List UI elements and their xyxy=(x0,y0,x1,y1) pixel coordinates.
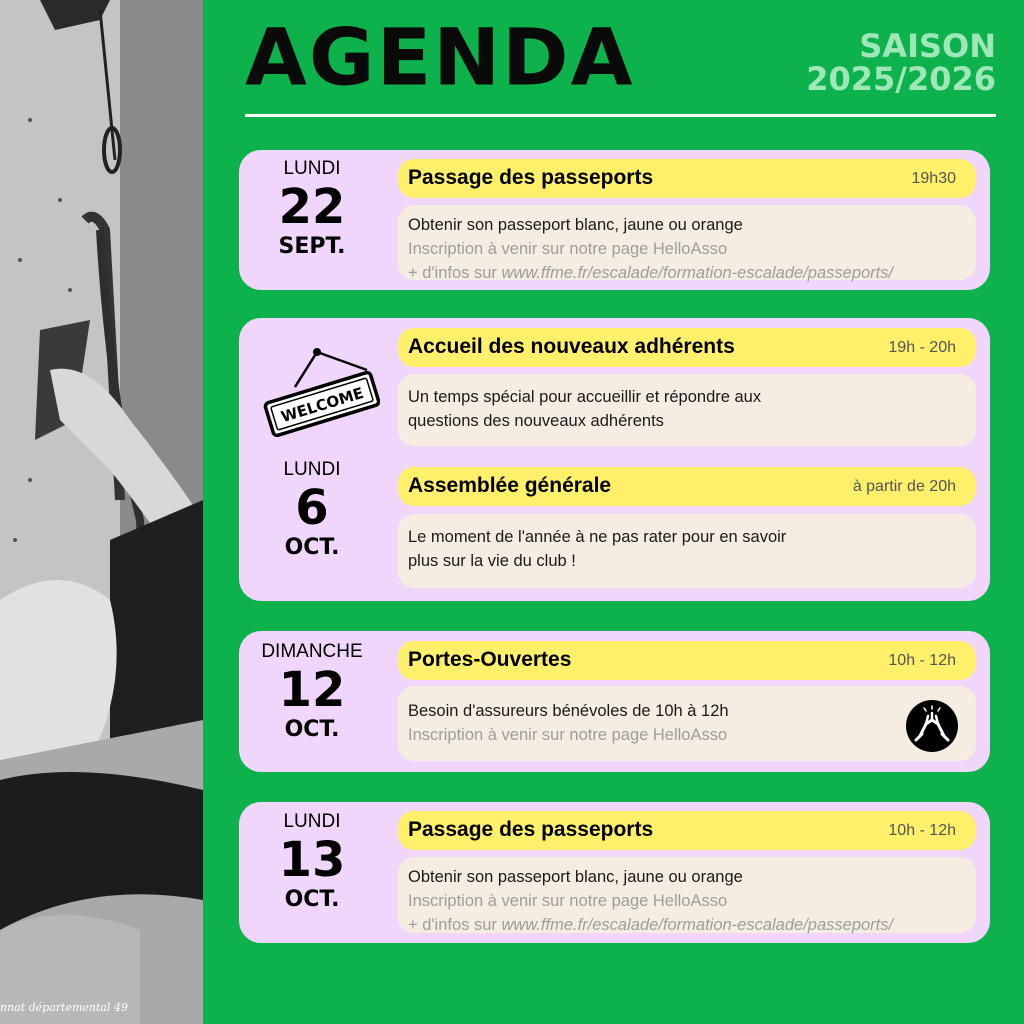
event-weekday: LUNDI xyxy=(283,158,341,179)
event-title: Passage des passeports xyxy=(408,818,654,841)
event-title: Portes-Ouvertes xyxy=(408,648,572,671)
welcome-sign-text: WELCOME xyxy=(278,383,366,427)
event-date xyxy=(239,459,385,560)
event-card-2 xyxy=(239,318,990,601)
photo-caption: nnat départemental 49 xyxy=(0,1001,128,1014)
event-description xyxy=(398,857,976,933)
event-weekday: LUNDI xyxy=(283,811,341,832)
event-description xyxy=(398,374,976,446)
event-weekday: DIMANCHE xyxy=(261,641,363,662)
more-info-link[interactable]: www.ffme.fr/escalade/formation-escalade/passeports/ xyxy=(501,264,894,282)
event-title: Passage des passeports xyxy=(408,166,654,189)
more-info-link[interactable]: www.ffme.fr/escalade/formation-escalade/passeports/ xyxy=(501,916,894,934)
event-time: 10h - 12h xyxy=(888,822,956,839)
event-line: plus sur la vie du club ! xyxy=(408,552,576,570)
event-more-info xyxy=(408,913,916,937)
event-day: 13 xyxy=(278,832,346,888)
welcome-sign-icon xyxy=(255,332,380,437)
event-line-muted: Inscription à venir sur notre page HelloAsso xyxy=(408,240,728,258)
event-title: Accueil des nouveaux adhérents xyxy=(408,335,735,358)
event-month: OCT. xyxy=(284,717,340,742)
event-day: 12 xyxy=(278,662,346,718)
season-label xyxy=(806,27,996,98)
event-day: 22 xyxy=(278,179,346,235)
season-label-line2: 2025/2026 xyxy=(806,60,996,98)
event-date xyxy=(239,811,385,912)
event-line: Besoin d'assureurs bénévoles de 10h à 12h xyxy=(408,702,729,720)
event-description xyxy=(398,205,976,280)
event-month: OCT. xyxy=(284,887,340,912)
event-time: à partir de 20h xyxy=(852,478,956,495)
event-description xyxy=(398,514,976,588)
event-header xyxy=(398,328,976,367)
event-day: 6 xyxy=(295,480,329,536)
event-date xyxy=(239,158,385,259)
event-header xyxy=(398,641,976,680)
event-line-muted: Inscription à venir sur notre page HelloAsso xyxy=(408,726,728,744)
more-info-prefix: + d'infos sur xyxy=(408,916,502,934)
climbing-photo xyxy=(0,0,203,1024)
event-description xyxy=(398,686,976,761)
event-header xyxy=(398,159,976,198)
event-title: Assemblée générale xyxy=(408,474,612,497)
event-card-1 xyxy=(239,150,990,290)
event-date xyxy=(239,641,385,742)
event-line: Un temps spécial pour accueillir et répondre aux xyxy=(408,388,762,406)
event-line: Obtenir son passeport blanc, jaune ou orange xyxy=(408,216,743,234)
event-card-3 xyxy=(239,631,990,772)
event-line: questions des nouveaux adhérents xyxy=(408,412,664,430)
event-header xyxy=(398,467,976,506)
event-line-muted: Inscription à venir sur notre page HelloAsso xyxy=(408,892,728,910)
event-month: OCT. xyxy=(284,535,340,560)
header-divider xyxy=(245,114,996,117)
event-line: Le moment de l'année à ne pas rater pour en savoir xyxy=(408,528,787,546)
more-info-prefix: + d'infos sur xyxy=(408,264,502,282)
event-time: 19h30 xyxy=(911,170,956,187)
page-title: AGENDA xyxy=(245,11,635,104)
event-weekday: LUNDI xyxy=(283,459,341,480)
event-more-info xyxy=(408,261,916,285)
event-time: 10h - 12h xyxy=(888,652,956,669)
event-line: Obtenir son passeport blanc, jaune ou orange xyxy=(408,868,743,886)
event-month: SEPT. xyxy=(278,234,346,259)
event-time: 19h - 20h xyxy=(888,339,956,356)
handshake-icon xyxy=(906,700,958,752)
season-label-line1: SAISON xyxy=(859,27,996,65)
event-card-4 xyxy=(239,802,990,943)
event-header xyxy=(398,811,976,850)
climber-illustration xyxy=(0,0,203,1024)
